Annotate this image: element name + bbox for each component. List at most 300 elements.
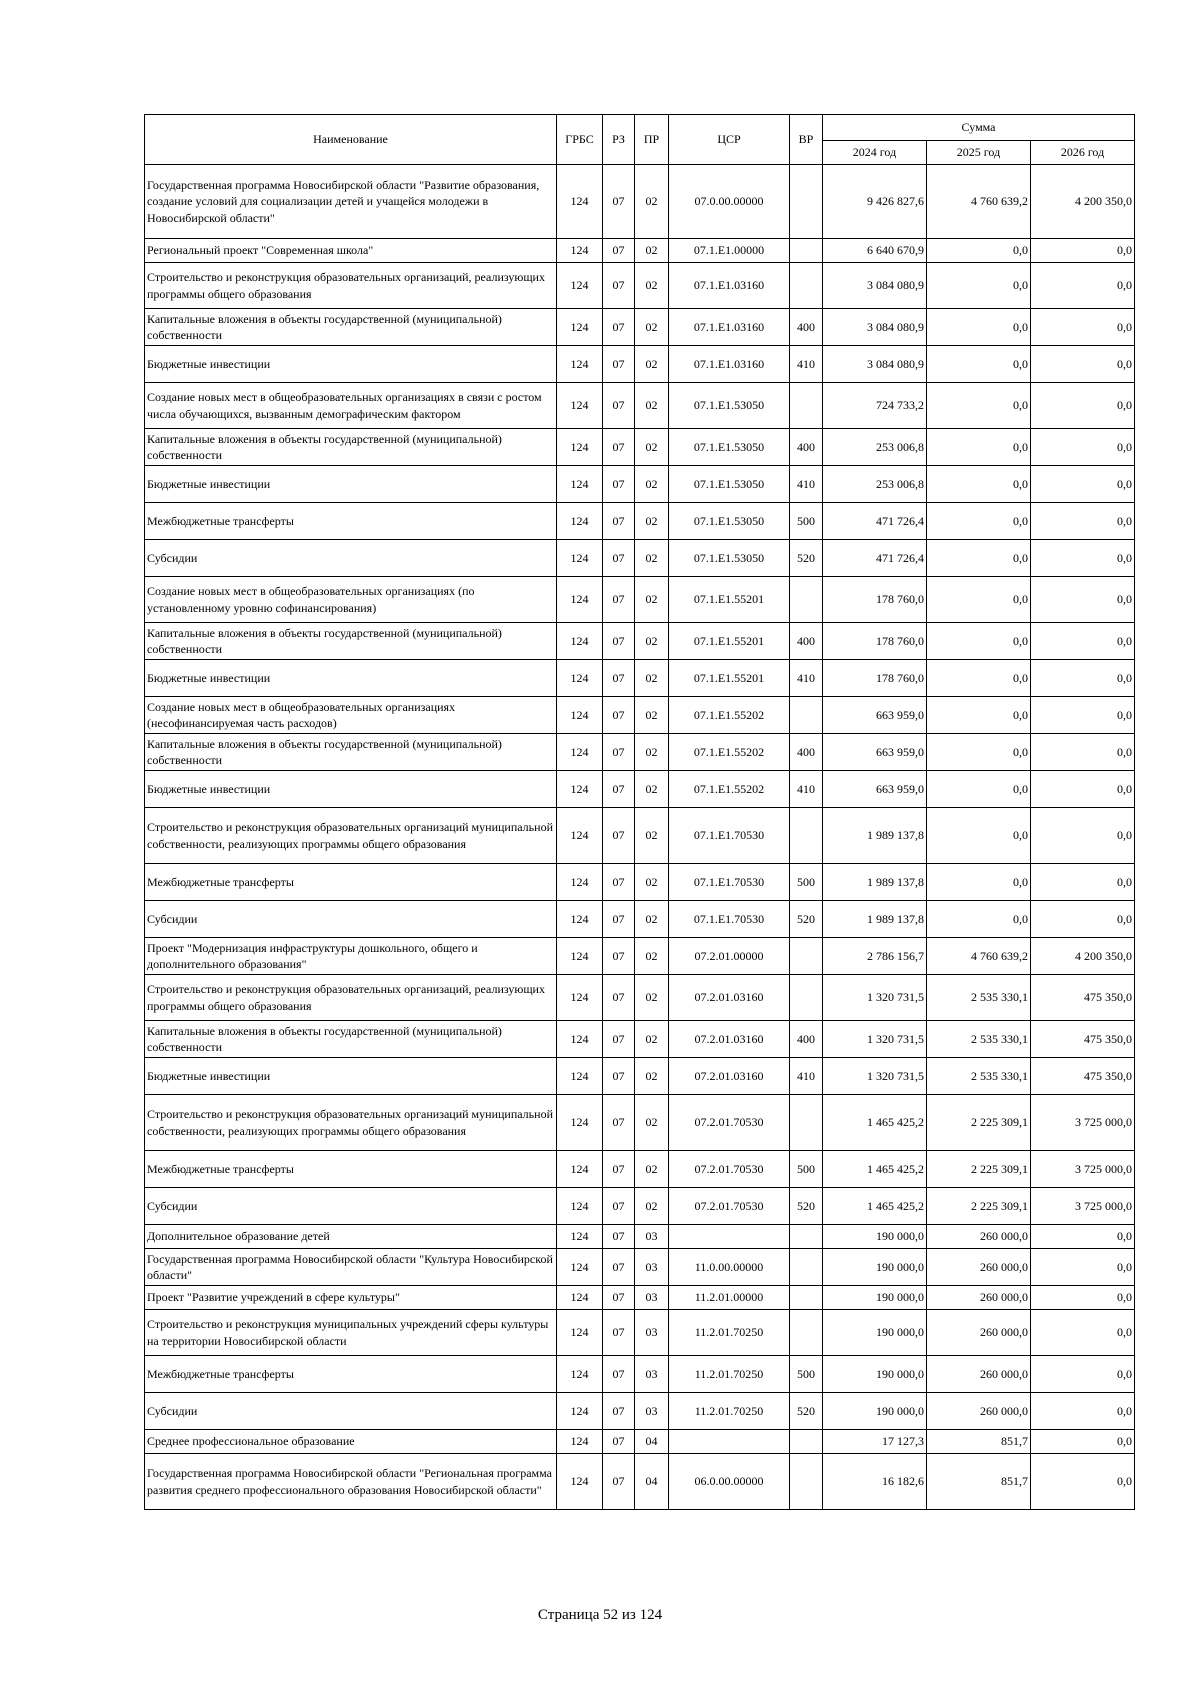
cell-2026: 3 725 000,0 [1031,1095,1135,1151]
budget-table [144,114,1135,1510]
cell-name: Бюджетные инвестиции [145,1058,557,1095]
cell-2026: 0,0 [1031,1286,1135,1310]
cell-vr [790,1249,823,1286]
cell-name: Среднее профессиональное образование [145,1430,557,1454]
cell-pr: 02 [635,938,669,975]
cell-rz: 07 [603,1021,635,1058]
cell-pr: 02 [635,577,669,623]
cell-rz: 07 [603,1095,635,1151]
cell-2026: 0,0 [1031,1393,1135,1430]
cell-vr: 410 [790,1058,823,1095]
cell-csr: 07.1.E1.53050 [669,503,790,540]
cell-2024: 471 726,4 [823,540,927,577]
cell-csr: 07.1.E1.00000 [669,239,790,263]
cell-rz: 07 [603,263,635,309]
cell-name: Строительство и реконструкция муниципальных учреждений сферы культуры на территории Новосибирской области [145,1310,557,1356]
table-row [145,429,1135,466]
cell-pr: 03 [635,1310,669,1356]
cell-rz: 07 [603,660,635,697]
cell-csr: 07.1.E1.55202 [669,771,790,808]
cell-grbs: 124 [557,540,603,577]
cell-2025: 2 225 309,1 [927,1151,1031,1188]
cell-rz: 07 [603,1430,635,1454]
cell-2025: 0,0 [927,623,1031,660]
cell-2025: 260 000,0 [927,1225,1031,1249]
cell-csr: 07.2.01.70530 [669,1188,790,1225]
cell-vr: 400 [790,623,823,660]
cell-csr [669,1430,790,1454]
cell-rz: 07 [603,383,635,429]
cell-csr: 07.1.E1.70530 [669,808,790,864]
cell-vr [790,165,823,239]
cell-vr: 520 [790,1188,823,1225]
header-pr: ПР [635,115,669,165]
cell-csr: 07.1.E1.53050 [669,540,790,577]
cell-pr: 02 [635,697,669,734]
cell-2025: 0,0 [927,660,1031,697]
cell-pr: 02 [635,309,669,346]
cell-rz: 07 [603,1356,635,1393]
cell-grbs: 124 [557,239,603,263]
cell-name: Бюджетные инвестиции [145,346,557,383]
cell-name: Проект "Развитие учреждений в сфере культуры" [145,1286,557,1310]
cell-csr: 07.2.01.03160 [669,1021,790,1058]
cell-2026: 0,0 [1031,1356,1135,1393]
cell-2026: 4 200 350,0 [1031,938,1135,975]
cell-rz: 07 [603,1225,635,1249]
header-vr: ВР [790,115,823,165]
cell-vr: 500 [790,1356,823,1393]
table-row [145,734,1135,771]
cell-rz: 07 [603,1188,635,1225]
cell-pr: 02 [635,660,669,697]
cell-rz: 07 [603,734,635,771]
table-row [145,808,1135,864]
table-row [145,1249,1135,1286]
cell-grbs: 124 [557,429,603,466]
cell-grbs: 124 [557,864,603,901]
cell-grbs: 124 [557,1249,603,1286]
cell-grbs: 124 [557,901,603,938]
cell-vr: 500 [790,864,823,901]
cell-2026: 0,0 [1031,1310,1135,1356]
cell-2026: 0,0 [1031,263,1135,309]
cell-csr: 11.0.00.00000 [669,1249,790,1286]
cell-pr: 02 [635,540,669,577]
cell-name: Региональный проект "Современная школа" [145,239,557,263]
cell-grbs: 124 [557,697,603,734]
cell-vr: 520 [790,1393,823,1430]
cell-2025: 0,0 [927,697,1031,734]
cell-csr: 07.1.E1.53050 [669,429,790,466]
cell-grbs: 124 [557,1356,603,1393]
cell-name: Создание новых мест в общеобразовательных организациях (несофинансируемая часть расходов) [145,697,557,734]
cell-pr: 02 [635,429,669,466]
cell-2025: 4 760 639,2 [927,938,1031,975]
cell-2024: 253 006,8 [823,466,927,503]
cell-name: Проект "Модернизация инфраструктуры дошкольного, общего и дополнительного образования" [145,938,557,975]
cell-2024: 1 465 425,2 [823,1095,927,1151]
cell-pr: 03 [635,1393,669,1430]
table-row [145,309,1135,346]
cell-grbs: 124 [557,165,603,239]
cell-2026: 0,0 [1031,808,1135,864]
cell-2026: 0,0 [1031,1454,1135,1510]
cell-rz: 07 [603,239,635,263]
cell-pr: 02 [635,1188,669,1225]
cell-2025: 851,7 [927,1430,1031,1454]
cell-rz: 07 [603,808,635,864]
table-row [145,938,1135,975]
page-number: Страница 52 из 124 [537,1607,663,1623]
cell-2026: 0,0 [1031,309,1135,346]
table-row [145,1393,1135,1430]
cell-2025: 2 225 309,1 [927,1095,1031,1151]
cell-rz: 07 [603,1058,635,1095]
cell-name: Межбюджетные трансферты [145,1356,557,1393]
cell-csr: 07.1.E1.03160 [669,263,790,309]
cell-2024: 1 465 425,2 [823,1151,927,1188]
cell-grbs: 124 [557,1095,603,1151]
cell-pr: 02 [635,623,669,660]
cell-name: Субсидии [145,540,557,577]
cell-grbs: 124 [557,1058,603,1095]
cell-vr: 410 [790,466,823,503]
cell-grbs: 124 [557,1286,603,1310]
table-row [145,239,1135,263]
cell-pr: 02 [635,239,669,263]
cell-name: Государственная программа Новосибирской области "Развитие образования, создание условий для социализации детей и учащейся молодежи в Новосибирской области" [145,165,557,239]
cell-vr: 500 [790,503,823,540]
cell-csr: 11.2.01.70250 [669,1310,790,1356]
cell-pr: 03 [635,1286,669,1310]
cell-grbs: 124 [557,346,603,383]
cell-csr: 07.1.E1.70530 [669,864,790,901]
cell-2024: 178 760,0 [823,623,927,660]
cell-rz: 07 [603,623,635,660]
header-name: Наименование [145,115,557,165]
cell-2024: 1 320 731,5 [823,1021,927,1058]
table-row [145,503,1135,540]
cell-2025: 260 000,0 [927,1249,1031,1286]
cell-2024: 1 989 137,8 [823,808,927,864]
cell-name: Межбюджетные трансферты [145,503,557,540]
cell-rz: 07 [603,1286,635,1310]
cell-name: Межбюджетные трансферты [145,1151,557,1188]
cell-2024: 190 000,0 [823,1225,927,1249]
cell-2026: 475 350,0 [1031,975,1135,1021]
table-row [145,697,1135,734]
cell-2024: 17 127,3 [823,1430,927,1454]
cell-csr: 11.2.01.70250 [669,1393,790,1430]
cell-vr [790,1286,823,1310]
cell-2026: 0,0 [1031,901,1135,938]
cell-rz: 07 [603,1151,635,1188]
cell-2026: 0,0 [1031,346,1135,383]
cell-vr [790,1454,823,1510]
cell-2024: 471 726,4 [823,503,927,540]
table-row [145,1021,1135,1058]
cell-2025: 0,0 [927,540,1031,577]
cell-csr: 07.2.01.70530 [669,1095,790,1151]
cell-rz: 07 [603,1249,635,1286]
cell-2025: 0,0 [927,309,1031,346]
table-row [145,1454,1135,1510]
cell-pr: 02 [635,1095,669,1151]
cell-name: Строительство и реконструкция образовательных организаций, реализующих программы общего образования [145,263,557,309]
cell-pr: 02 [635,864,669,901]
cell-vr [790,1095,823,1151]
table-header [145,115,1135,165]
table-row [145,660,1135,697]
cell-vr [790,808,823,864]
cell-vr [790,577,823,623]
cell-csr: 07.1.E1.55201 [669,623,790,660]
cell-vr [790,975,823,1021]
cell-grbs: 124 [557,938,603,975]
cell-rz: 07 [603,540,635,577]
cell-2026: 0,0 [1031,660,1135,697]
table-row [145,1058,1135,1095]
cell-2024: 190 000,0 [823,1356,927,1393]
cell-2024: 6 640 670,9 [823,239,927,263]
cell-grbs: 124 [557,1430,603,1454]
cell-csr: 07.1.E1.55201 [669,577,790,623]
cell-vr: 400 [790,429,823,466]
cell-name: Дополнительное образование детей [145,1225,557,1249]
cell-rz: 07 [603,165,635,239]
cell-rz: 07 [603,429,635,466]
cell-rz: 07 [603,771,635,808]
cell-grbs: 124 [557,1188,603,1225]
cell-name: Создание новых мест в общеобразовательных организациях (по установленному уровню софинансирования) [145,577,557,623]
cell-2024: 253 006,8 [823,429,927,466]
cell-csr: 07.1.E1.03160 [669,309,790,346]
cell-pr: 02 [635,808,669,864]
cell-name: Строительство и реконструкция образовательных организаций муниципальной собственности, реализующих программы общего образования [145,1095,557,1151]
cell-2025: 0,0 [927,346,1031,383]
cell-grbs: 124 [557,1021,603,1058]
cell-csr: 07.2.01.00000 [669,938,790,975]
cell-2026: 0,0 [1031,383,1135,429]
cell-name: Строительство и реконструкция образовательных организаций, реализующих программы общего образования [145,975,557,1021]
cell-grbs: 124 [557,466,603,503]
cell-2026: 0,0 [1031,1249,1135,1286]
cell-name: Бюджетные инвестиции [145,466,557,503]
cell-rz: 07 [603,1454,635,1510]
cell-rz: 07 [603,1393,635,1430]
cell-2026: 0,0 [1031,1430,1135,1454]
cell-vr [790,1225,823,1249]
cell-vr [790,1430,823,1454]
header-csr: ЦСР [669,115,790,165]
cell-grbs: 124 [557,263,603,309]
cell-rz: 07 [603,864,635,901]
cell-2025: 851,7 [927,1454,1031,1510]
cell-csr: 07.1.E1.03160 [669,346,790,383]
cell-2026: 3 725 000,0 [1031,1188,1135,1225]
header-grbs: ГРБС [557,115,603,165]
cell-2024: 1 320 731,5 [823,975,927,1021]
cell-csr: 11.2.01.00000 [669,1286,790,1310]
cell-2025: 260 000,0 [927,1286,1031,1310]
cell-rz: 07 [603,503,635,540]
cell-csr: 07.1.E1.55202 [669,734,790,771]
cell-2024: 1 989 137,8 [823,864,927,901]
cell-2025: 2 535 330,1 [927,975,1031,1021]
table-row [145,1310,1135,1356]
cell-pr: 04 [635,1454,669,1510]
cell-2026: 0,0 [1031,697,1135,734]
cell-2024: 1 989 137,8 [823,901,927,938]
cell-grbs: 124 [557,734,603,771]
table-row [145,466,1135,503]
header-sum: Сумма [823,115,1135,141]
cell-2024: 190 000,0 [823,1310,927,1356]
header-year-2026: 2026 год [1031,141,1135,165]
cell-2026: 3 725 000,0 [1031,1151,1135,1188]
cell-pr: 02 [635,734,669,771]
cell-2024: 190 000,0 [823,1393,927,1430]
cell-grbs: 124 [557,660,603,697]
cell-2025: 0,0 [927,263,1031,309]
cell-2025: 2 535 330,1 [927,1058,1031,1095]
cell-name: Капитальные вложения в объекты государственной (муниципальной) собственности [145,734,557,771]
cell-2024: 724 733,2 [823,383,927,429]
cell-2024: 1 320 731,5 [823,1058,927,1095]
cell-2026: 0,0 [1031,239,1135,263]
cell-grbs: 124 [557,503,603,540]
cell-csr [669,1225,790,1249]
cell-2025: 260 000,0 [927,1356,1031,1393]
table-row [145,1430,1135,1454]
cell-grbs: 124 [557,771,603,808]
cell-name: Бюджетные инвестиции [145,771,557,808]
cell-2026: 0,0 [1031,771,1135,808]
table-row [145,975,1135,1021]
table-row [145,540,1135,577]
cell-name: Субсидии [145,1393,557,1430]
table-row [145,771,1135,808]
cell-vr [790,383,823,429]
table-row [145,864,1135,901]
cell-vr: 410 [790,771,823,808]
cell-2025: 0,0 [927,466,1031,503]
cell-vr: 400 [790,1021,823,1058]
table-row [145,383,1135,429]
cell-2026: 0,0 [1031,577,1135,623]
cell-grbs: 124 [557,1454,603,1510]
cell-pr: 04 [635,1430,669,1454]
table-row [145,1225,1135,1249]
cell-2026: 4 200 350,0 [1031,165,1135,239]
table-row [145,263,1135,309]
cell-2026: 0,0 [1031,1225,1135,1249]
cell-2026: 0,0 [1031,734,1135,771]
cell-rz: 07 [603,901,635,938]
table-body [145,165,1135,1510]
header-year-2024: 2024 год [823,141,927,165]
cell-grbs: 124 [557,623,603,660]
cell-pr: 03 [635,1356,669,1393]
cell-pr: 02 [635,1058,669,1095]
cell-name: Межбюджетные трансферты [145,864,557,901]
cell-csr: 07.2.01.03160 [669,975,790,1021]
cell-2025: 0,0 [927,864,1031,901]
cell-2025: 0,0 [927,577,1031,623]
cell-2025: 0,0 [927,503,1031,540]
cell-name: Создание новых мест в общеобразовательных организациях в связи с ростом числа обучающихся, вызванным демографическим фактором [145,383,557,429]
cell-vr: 400 [790,734,823,771]
cell-2024: 663 959,0 [823,734,927,771]
cell-vr [790,263,823,309]
table-row [145,623,1135,660]
cell-2024: 190 000,0 [823,1286,927,1310]
cell-2024: 16 182,6 [823,1454,927,1510]
cell-grbs: 124 [557,1151,603,1188]
cell-2024: 3 084 080,9 [823,263,927,309]
cell-2026: 475 350,0 [1031,1058,1135,1095]
cell-vr [790,1310,823,1356]
table-row [145,1151,1135,1188]
cell-name: Капитальные вложения в объекты государственной (муниципальной) собственности [145,429,557,466]
cell-name: Государственная программа Новосибирской области "Культура Новосибирской области" [145,1249,557,1286]
cell-rz: 07 [603,577,635,623]
cell-grbs: 124 [557,1393,603,1430]
cell-2026: 475 350,0 [1031,1021,1135,1058]
cell-vr: 410 [790,346,823,383]
cell-csr: 07.1.E1.53050 [669,466,790,503]
cell-2024: 2 786 156,7 [823,938,927,975]
cell-pr: 03 [635,1249,669,1286]
cell-pr: 02 [635,503,669,540]
cell-2025: 2 225 309,1 [927,1188,1031,1225]
cell-grbs: 124 [557,808,603,864]
cell-name: Строительство и реконструкция образовательных организаций муниципальной собственности, реализующих программы общего образования [145,808,557,864]
header-year-2025: 2025 год [927,141,1031,165]
cell-pr: 02 [635,263,669,309]
cell-grbs: 124 [557,383,603,429]
cell-pr: 02 [635,1151,669,1188]
cell-2025: 0,0 [927,808,1031,864]
cell-csr: 07.1.E1.55201 [669,660,790,697]
cell-name: Государственная программа Новосибирской области "Региональная программа развития среднего профессионального образования Новосибирской области" [145,1454,557,1510]
table-row [145,1095,1135,1151]
cell-name: Бюджетные инвестиции [145,660,557,697]
cell-pr: 02 [635,901,669,938]
cell-2025: 0,0 [927,901,1031,938]
cell-2024: 190 000,0 [823,1249,927,1286]
cell-csr: 11.2.01.70250 [669,1356,790,1393]
cell-csr: 07.1.E1.55202 [669,697,790,734]
table-row [145,577,1135,623]
cell-2024: 178 760,0 [823,660,927,697]
cell-vr: 520 [790,540,823,577]
cell-rz: 07 [603,346,635,383]
cell-name: Субсидии [145,901,557,938]
cell-csr: 07.1.E1.70530 [669,901,790,938]
cell-2025: 260 000,0 [927,1310,1031,1356]
cell-grbs: 124 [557,309,603,346]
cell-pr: 02 [635,1021,669,1058]
cell-rz: 07 [603,975,635,1021]
cell-name: Капитальные вложения в объекты государственной (муниципальной) собственности [145,309,557,346]
cell-rz: 07 [603,697,635,734]
cell-pr: 02 [635,346,669,383]
cell-2026: 0,0 [1031,540,1135,577]
cell-2024: 3 084 080,9 [823,346,927,383]
cell-2025: 4 760 639,2 [927,165,1031,239]
